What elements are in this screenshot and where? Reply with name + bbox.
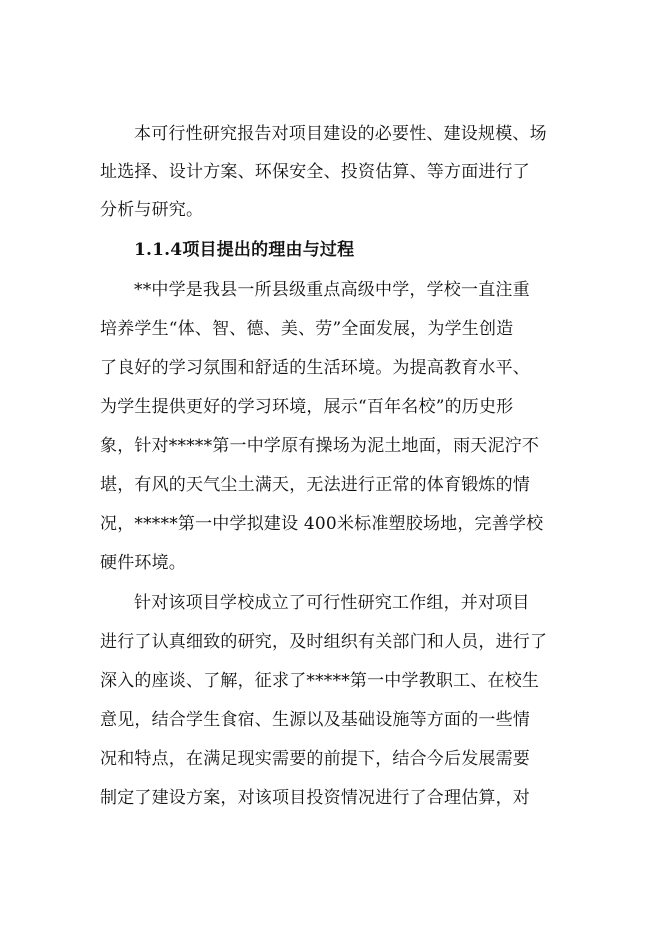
paragraph-2-line-4: 为学生提供更好的学习环境，展示“百年名校”的历史形: [100, 397, 514, 417]
paragraph-2-line-1: **中学是我县一所县级重点高级中学，学校一直注重: [134, 280, 530, 300]
paragraph-3-line-2: 进行了认真细致的研究，及时组织有关部门和人员，进行了: [100, 632, 548, 652]
paragraph-1-line-2: 址选择、设计方案、环保安全、投资估算、等方面进行了: [100, 162, 530, 182]
paragraph-2-line-6: 堪，有风的天气尘土满天，无法进行正常的体育锻炼的情: [100, 475, 530, 495]
paragraph-2-line-3: 了良好的学习氛围和舒适的生活环境。为提高教育水平、: [100, 358, 530, 378]
paragraph-2-line-8: 硬件环境。: [100, 553, 186, 573]
paragraph-2-line-2: 培养学生“体、智、德、美、劳”全面发展，为学生创造: [100, 319, 514, 339]
paragraph-1-line-1: 本可行性研究报告对项目建设的必要性、建设规模、场: [134, 124, 547, 144]
paragraph-2-line-5: 象，针对*****第一中学原有操场为泥土地面，雨天泥泞不: [100, 436, 540, 456]
paragraph-3-line-3: 深入的座谈、了解，征求了*****第一中学教职工、在校生: [100, 671, 540, 691]
paragraph-1-line-3: 分析与研究。: [100, 200, 204, 220]
paragraph-3-line-4: 意见，结合学生食宿、生源以及基础设施等方面的一些情: [100, 710, 530, 730]
section-heading: 1.1.4项目提出的理由与过程: [134, 240, 355, 260]
paragraph-3-line-6: 制定了建设方案，对该项目投资情况进行了合理估算，对: [100, 788, 530, 808]
paragraph-3-line-1: 针对该项目学校成立了可行性研究工作组，并对项目: [134, 593, 530, 613]
paragraph-3-line-5: 况和特点，在满足现实需要的前提下，结合今后发展需要: [100, 749, 530, 769]
paragraph-2-line-7: 况，*****第一中学拟建设 400米标准塑胶场地，完善学校: [100, 514, 544, 534]
